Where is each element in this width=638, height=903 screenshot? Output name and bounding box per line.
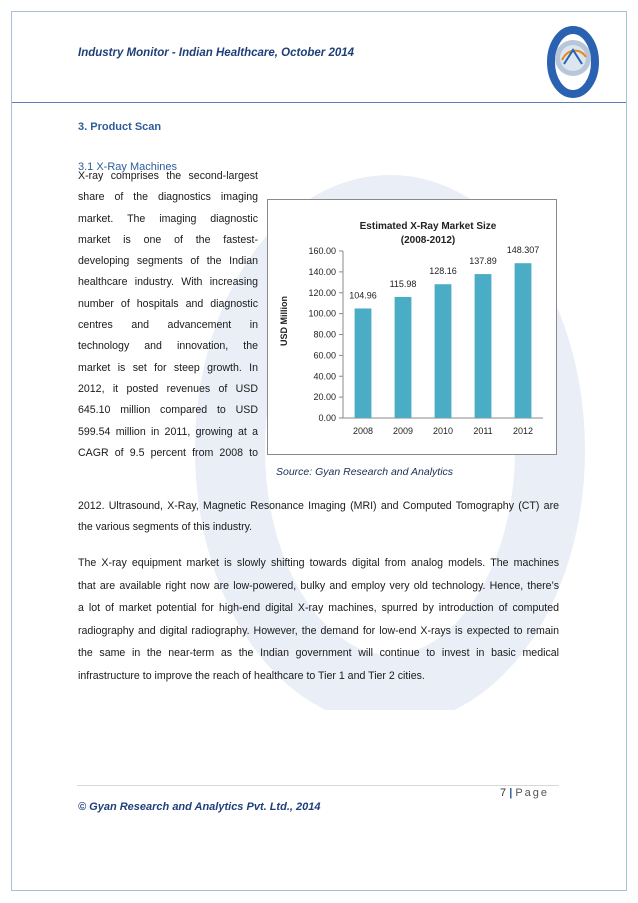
- paragraph-line: market is set for steep growth. In: [78, 361, 258, 374]
- x-tick-label: 2012: [512, 426, 534, 436]
- page-number: [500, 787, 549, 799]
- paragraph-line: technology and innovation, the: [78, 340, 258, 353]
- chart-bars: [355, 263, 532, 418]
- y-tick-label: 160.00: [308, 246, 336, 256]
- paragraph-line: the various segments of this industry.: [78, 521, 253, 534]
- paragraph-line: market is one of the fastest-: [78, 233, 258, 246]
- footer-divider: [77, 785, 559, 786]
- y-tick-label: 60.00: [313, 350, 336, 361]
- data-label-2009: 115.98: [389, 278, 417, 289]
- page-word: Page: [515, 787, 550, 799]
- intro-paragraph: [78, 166, 258, 464]
- page-number-separator: |: [509, 787, 513, 799]
- x-tick-label: 2008: [352, 426, 374, 436]
- digital-shift-paragraph: [78, 552, 559, 687]
- data-label-2010: 128.16: [429, 266, 457, 277]
- paragraph-line: a lot of market potential for high-end digital X-ray machines, spurred by introduction of computed: [78, 602, 559, 614]
- chart-y-axis-label: USD Million: [279, 296, 289, 346]
- y-tick-label: 0.00: [318, 413, 336, 423]
- paragraph-line: 2012, it posted revenues of USD: [78, 382, 258, 395]
- paragraph-line: X-ray comprises the second-largest: [78, 170, 258, 182]
- y-tick-label: 20.00: [313, 392, 336, 403]
- header-title: Industry Monitor - Indian Healthcare, October 2014: [78, 47, 355, 59]
- paragraph-line: infrastructure to improve the reach of healthcare to Tier 1 and Tier 2 cities.: [78, 669, 425, 682]
- paragraph-line: developing segments of the Indian: [78, 255, 258, 268]
- chart-title: Estimated X-Ray Market Size: [359, 221, 497, 232]
- bar-2012: [515, 263, 532, 418]
- x-tick-label: 2011: [473, 426, 493, 436]
- y-tick-label: 140.00: [308, 266, 336, 277]
- paragraph-line: 2012. Ultrasound, X-Ray, Magnetic Resonance Imaging (MRI) and Computed Tomography (CT) are: [78, 500, 559, 512]
- paragraph-line: market. The imaging diagnostic: [78, 212, 258, 225]
- paragraph-line: centres and advancement in: [78, 319, 258, 332]
- chart-subtitle: (2008-2012): [400, 235, 456, 246]
- paragraph-line: the same in the near-term as the Indian government will continue to invest in basic medical: [78, 647, 559, 659]
- paragraph-line: 645.10 million compared to USD: [78, 404, 258, 417]
- bar-2010: [435, 284, 452, 418]
- intro-paragraph-continued: [78, 496, 559, 539]
- paragraph-line: CAGR of 9.5 percent from 2008 to: [78, 446, 258, 459]
- y-tick-label: 80.00: [313, 329, 336, 340]
- paragraph-line: 599.54 million in 2011, growing at a: [78, 425, 258, 438]
- x-tick-label: 2009: [392, 426, 414, 436]
- bar-2009: [395, 297, 412, 418]
- paragraph-line: that are available right now are low-powered, bulky and employ very old technology. Hence, there’s: [78, 579, 559, 592]
- data-label-2011: 137.89: [469, 256, 497, 267]
- gyan-logo-icon: [540, 24, 606, 100]
- paragraph-line: healthcare industry. With increasing: [78, 276, 258, 289]
- chart-canvas: [268, 200, 556, 454]
- paragraph-line: The X-ray equipment market is slowly shifting towards digital from analog models. The machines: [78, 557, 559, 569]
- bar-2008: [355, 308, 372, 418]
- section-subheading: 3.1 X-Ray Machines: [78, 161, 178, 173]
- section-heading: 3. Product Scan: [78, 121, 162, 133]
- bar-2011: [475, 274, 492, 418]
- paragraph-line: radiography and digital radiography. However, the demand for low-end X-rays is expected to remain: [78, 624, 559, 637]
- y-tick-label: 40.00: [313, 371, 336, 382]
- xray-market-chart: [267, 199, 557, 455]
- header-divider: [12, 102, 626, 103]
- y-tick-label: 100.00: [308, 308, 336, 319]
- chart-source: Source: Gyan Research and Analytics: [276, 466, 454, 478]
- paragraph-line: share of the diagnostics imaging: [78, 191, 258, 204]
- x-tick-label: 2010: [432, 426, 454, 436]
- page-number-value: 7: [500, 787, 507, 799]
- y-tick-label: 120.00: [308, 287, 336, 298]
- chart-y-ticks: [308, 246, 343, 423]
- chart-x-ticks: [353, 426, 533, 436]
- footer-copyright: © Gyan Research and Analytics Pvt. Ltd., 2014: [78, 801, 321, 813]
- data-label-2012: 148.307: [506, 245, 540, 256]
- paragraph-line: number of hospitals and diagnostic: [78, 297, 258, 310]
- data-label-2008: 104.96: [349, 290, 377, 301]
